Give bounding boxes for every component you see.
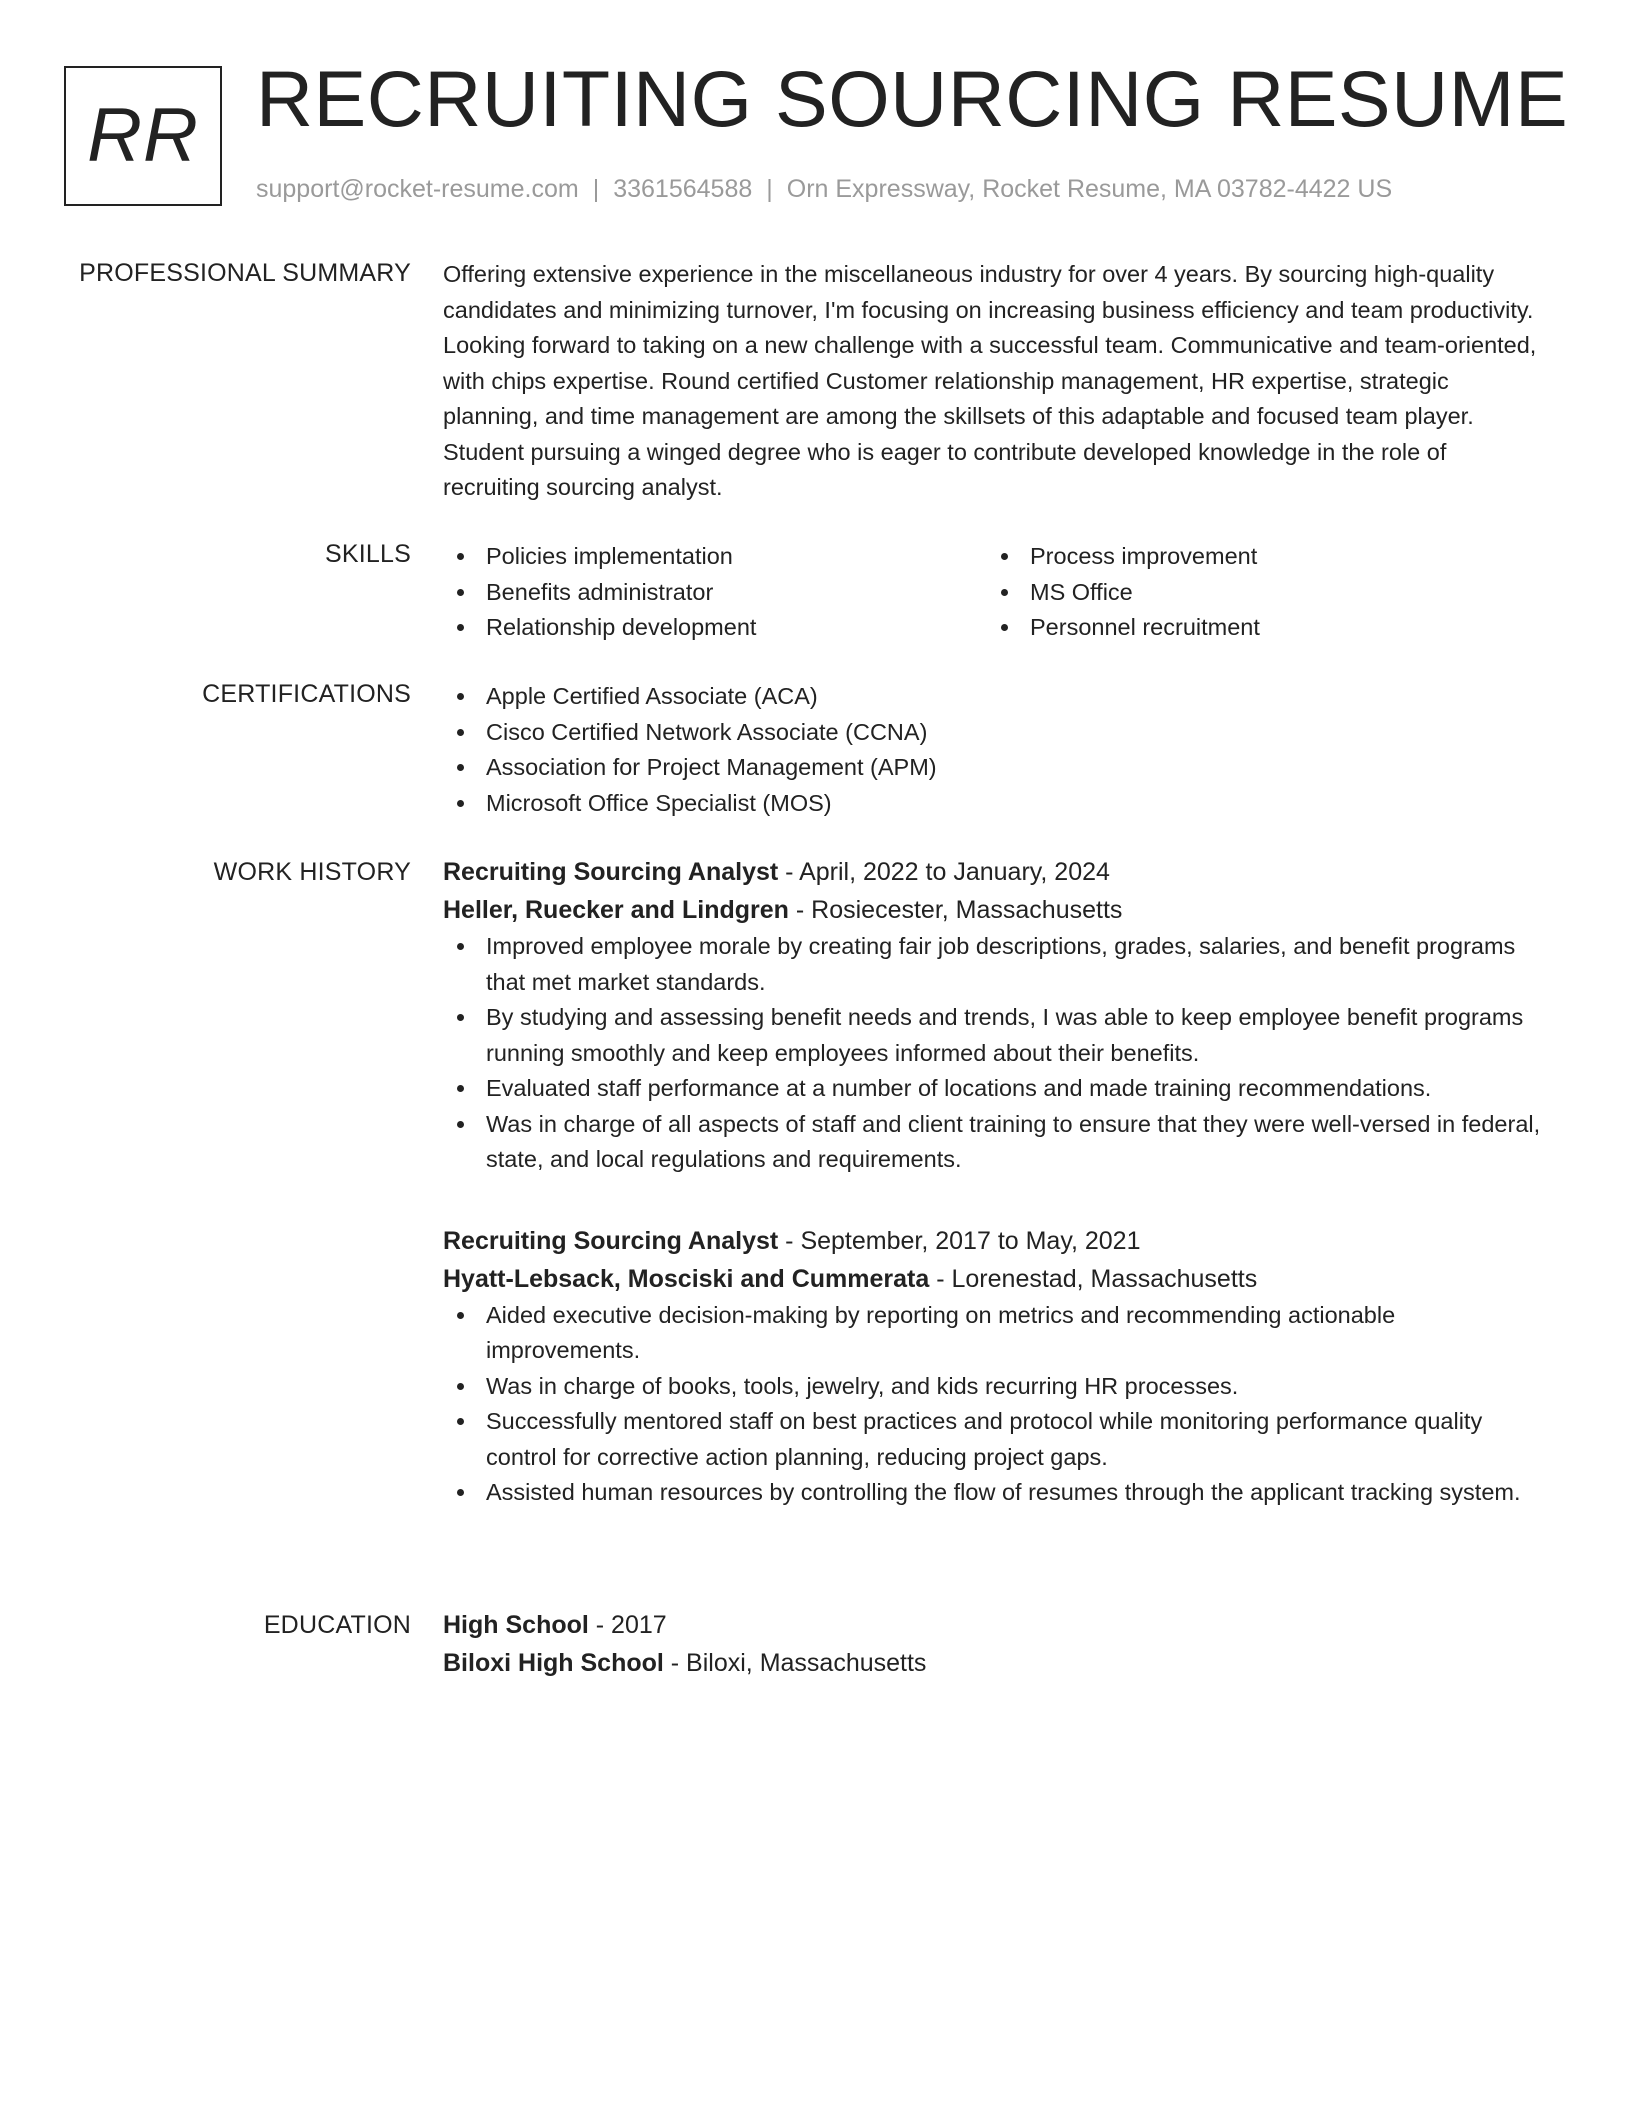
skill-item: Benefits administrator (443, 575, 987, 611)
skills-grid (443, 539, 1548, 646)
section-label-work-history: WORK HISTORY (213, 858, 411, 886)
monogram-text: RR (87, 93, 199, 178)
contact-separator: | (766, 175, 773, 203)
job-bullet: Successfully mentored staff on best practices and protocol while monitoring performance quality control for corrective action planning, reducing project gaps. (443, 1404, 1548, 1475)
job-dates: - September, 2017 to May, 2021 (778, 1226, 1141, 1255)
job-company-line (443, 891, 1548, 929)
job-dates: - April, 2022 to January, 2024 (778, 858, 1110, 886)
job-entry (443, 853, 1548, 1178)
monogram-logo (64, 66, 222, 206)
work-history-body (443, 853, 1548, 1511)
job-company: Hyatt-Lebsack, Mosciski and Cummerata (443, 1264, 930, 1293)
job-bullets (443, 929, 1548, 1178)
contact-phone: 3361564588 (613, 175, 753, 203)
job-bullets (443, 1298, 1548, 1511)
skill-item: MS Office (987, 575, 1531, 611)
job-bullet: Assisted human resources by controlling the flow of resumes through the applicant tracking system. (443, 1475, 1548, 1511)
job-entry (443, 1222, 1548, 1511)
education-school-line (443, 1644, 1548, 1682)
contact-address: Orn Expressway, Rocket Resume, MA 03782-4422 US (786, 175, 1393, 203)
education-school: Biloxi High School (443, 1649, 664, 1677)
certification-item: Association for Project Management (APM) (443, 750, 1548, 786)
job-bullet: By studying and assessing benefit needs and trends, I was able to keep employee benefit programs running smoothly and keep employees informed about their benefits. (443, 1000, 1548, 1071)
skill-item: Personnel recruitment (987, 610, 1531, 646)
contact-line (256, 174, 1392, 204)
education-degree: High School (443, 1611, 589, 1639)
job-company-line (443, 1260, 1548, 1298)
resume-title: RECRUITING SOURCING RESUME (256, 54, 1569, 143)
job-title-line (443, 853, 1548, 891)
job-location: - Lorenestad, Massachusetts (929, 1264, 1258, 1293)
contact-separator: | (592, 175, 600, 203)
job-company: Heller, Ruecker and Lindgren (443, 896, 789, 924)
job-bullet: Was in charge of books, tools, jewelry, and kids recurring HR processes. (443, 1369, 1548, 1405)
certifications-list (443, 679, 1548, 821)
section-label-education: EDUCATION (263, 1611, 411, 1639)
skills-left-column (443, 539, 987, 646)
certifications-body (443, 679, 1548, 821)
job-bullet: Evaluated staff performance at a number of locations and made training recommendations. (443, 1071, 1548, 1107)
skills-body (443, 539, 1548, 646)
job-title-line (443, 1222, 1548, 1260)
education-location: - Biloxi, Massachusetts (663, 1649, 927, 1677)
skill-item: Relationship development (443, 610, 987, 646)
contact-email: support@rocket-resume.com (256, 175, 579, 203)
skill-item: Process improvement (987, 539, 1531, 575)
certification-item: Apple Certified Associate (ACA) (443, 679, 1548, 715)
job-bullet: Improved employee morale by creating fair job descriptions, grades, salaries, and benefit programs that met market standards. (443, 929, 1548, 1000)
section-label-summary: PROFESSIONAL SUMMARY (79, 259, 411, 287)
certification-item: Cisco Certified Network Associate (CCNA) (443, 715, 1548, 751)
section-label-certifications: CERTIFICATIONS (202, 680, 411, 708)
summary-body (443, 257, 1548, 506)
section-label-skills: SKILLS (325, 540, 411, 568)
summary-text: Offering extensive experience in the miscellaneous industry for over 4 years. By sourcing high-quality candidates and minimizing turnover, I'm focusing on increasing business efficiency and team productivity. Looking forward to taking on a new challenge with a successful team. Communicative and team-oriented, with chips expertise. Round certified Customer relationship management, HR expertise, strategic planning, and time management are among the skillsets of this adaptable and focused team player. Student pursuing a winged degree who is eager to contribute developed knowledge in the role of recruiting sourcing analyst. (443, 261, 1537, 500)
job-bullet: Was in charge of all aspects of staff and client training to ensure that they were well-versed in federal, state, and local regulations and requirements. (443, 1107, 1548, 1178)
skill-item: Policies implementation (443, 539, 987, 575)
education-degree-line (443, 1606, 1548, 1644)
job-title: Recruiting Sourcing Analyst (443, 858, 779, 886)
job-bullet: Aided executive decision-making by reporting on metrics and recommending actionable improvements. (443, 1298, 1548, 1369)
skills-right-column (987, 539, 1531, 646)
education-body (443, 1606, 1548, 1682)
education-year: - 2017 (588, 1611, 667, 1639)
certification-item: Microsoft Office Specialist (MOS) (443, 786, 1548, 822)
job-location: - Rosiecester, Massachusetts (788, 896, 1123, 924)
job-title: Recruiting Sourcing Analyst (443, 1226, 779, 1255)
